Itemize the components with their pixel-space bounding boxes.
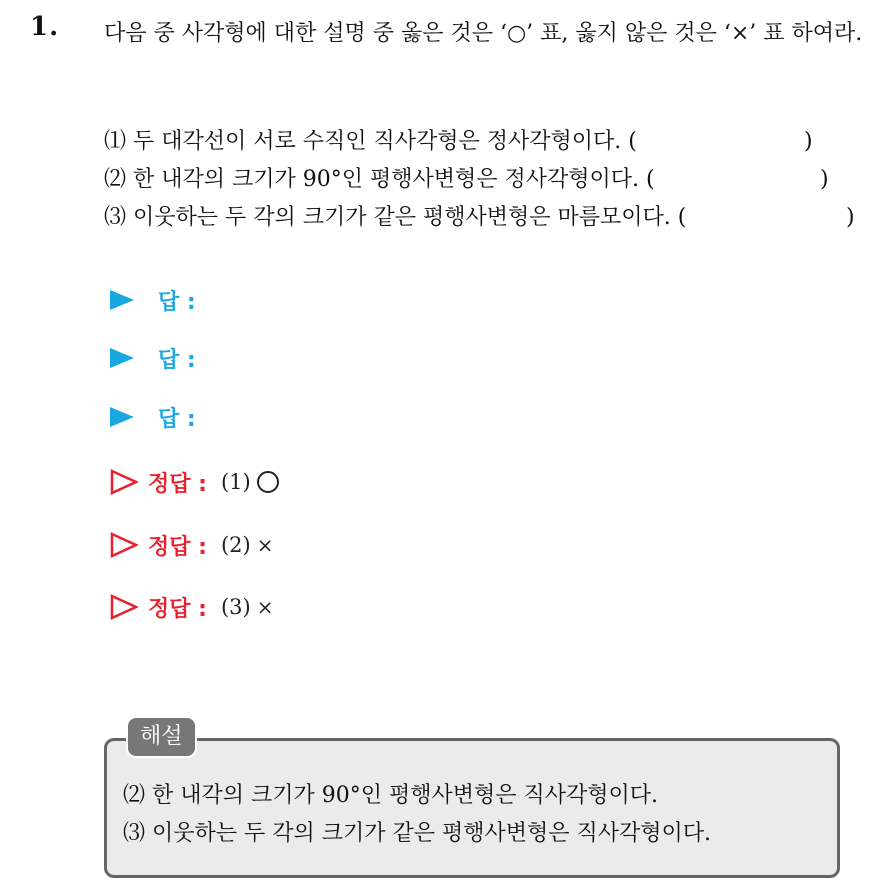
explanation-line: ⑶ 이웃하는 두 각의 크기가 같은 평행사변형은 직사각형이다.: [123, 821, 711, 846]
key-row: [110, 590, 273, 624]
statement-item: [104, 199, 855, 237]
key-item-number: (1): [220, 470, 251, 494]
x-mark: ×: [256, 595, 274, 619]
outline-triangle-icon: [110, 594, 138, 620]
statement-item: [104, 161, 829, 199]
answer-label: 답 :: [158, 289, 196, 315]
key-row: [110, 465, 279, 499]
question-number: 1.: [30, 12, 60, 42]
statement-text: ⑶ 이웃하는 두 각의 크기가 같은 평행사변형은 마름모이다. (: [104, 205, 687, 230]
explanation-text: [123, 777, 711, 853]
key-value: [221, 470, 279, 494]
answer-row[interactable]: [110, 283, 196, 317]
key-row: [110, 528, 273, 562]
statement-text: ⑴ 두 대각선이 서로 수직인 직사각형은 정사각형이다. (: [104, 129, 637, 154]
blank-close-paren: ): [820, 167, 829, 192]
blank-close-paren: ): [846, 205, 855, 230]
explanation-panel: [104, 738, 840, 878]
key-value: [221, 533, 274, 557]
key-value: [221, 595, 274, 619]
key-label: 정답 :: [148, 471, 207, 497]
statement-text: ⑵ 한 내각의 크기가 90°인 평행사변형은 정사각형이다. (: [104, 167, 655, 192]
answer-label: 답 :: [158, 347, 196, 373]
play-triangle-icon: [110, 290, 134, 310]
statement-item: [104, 123, 813, 161]
explanation-tag: 해설: [126, 716, 197, 758]
play-triangle-icon: [110, 348, 134, 368]
key-item-number: (3): [220, 595, 251, 619]
play-triangle-icon: [110, 407, 134, 427]
circle-mark-icon: [257, 471, 279, 493]
statement-list: [104, 123, 855, 237]
question-stem: 다음 중 사각형에 대한 설명 중 옳은 것은 ‘○’ 표, 옳지 않은 것은 ‘×’ 표 하여라.: [104, 21, 863, 46]
key-label: 정답 :: [148, 534, 207, 560]
key-label: 정답 :: [148, 596, 207, 622]
x-mark: ×: [256, 533, 274, 557]
answer-label: 답 :: [158, 406, 196, 432]
answer-row[interactable]: [110, 400, 196, 434]
outline-triangle-icon: [110, 469, 138, 495]
blank-close-paren: ): [804, 129, 813, 154]
explanation-line: ⑵ 한 내각의 크기가 90°인 평행사변형은 직사각형이다.: [123, 783, 658, 808]
answer-row[interactable]: [110, 341, 196, 375]
key-item-number: (2): [220, 533, 251, 557]
outline-triangle-icon: [110, 532, 138, 558]
